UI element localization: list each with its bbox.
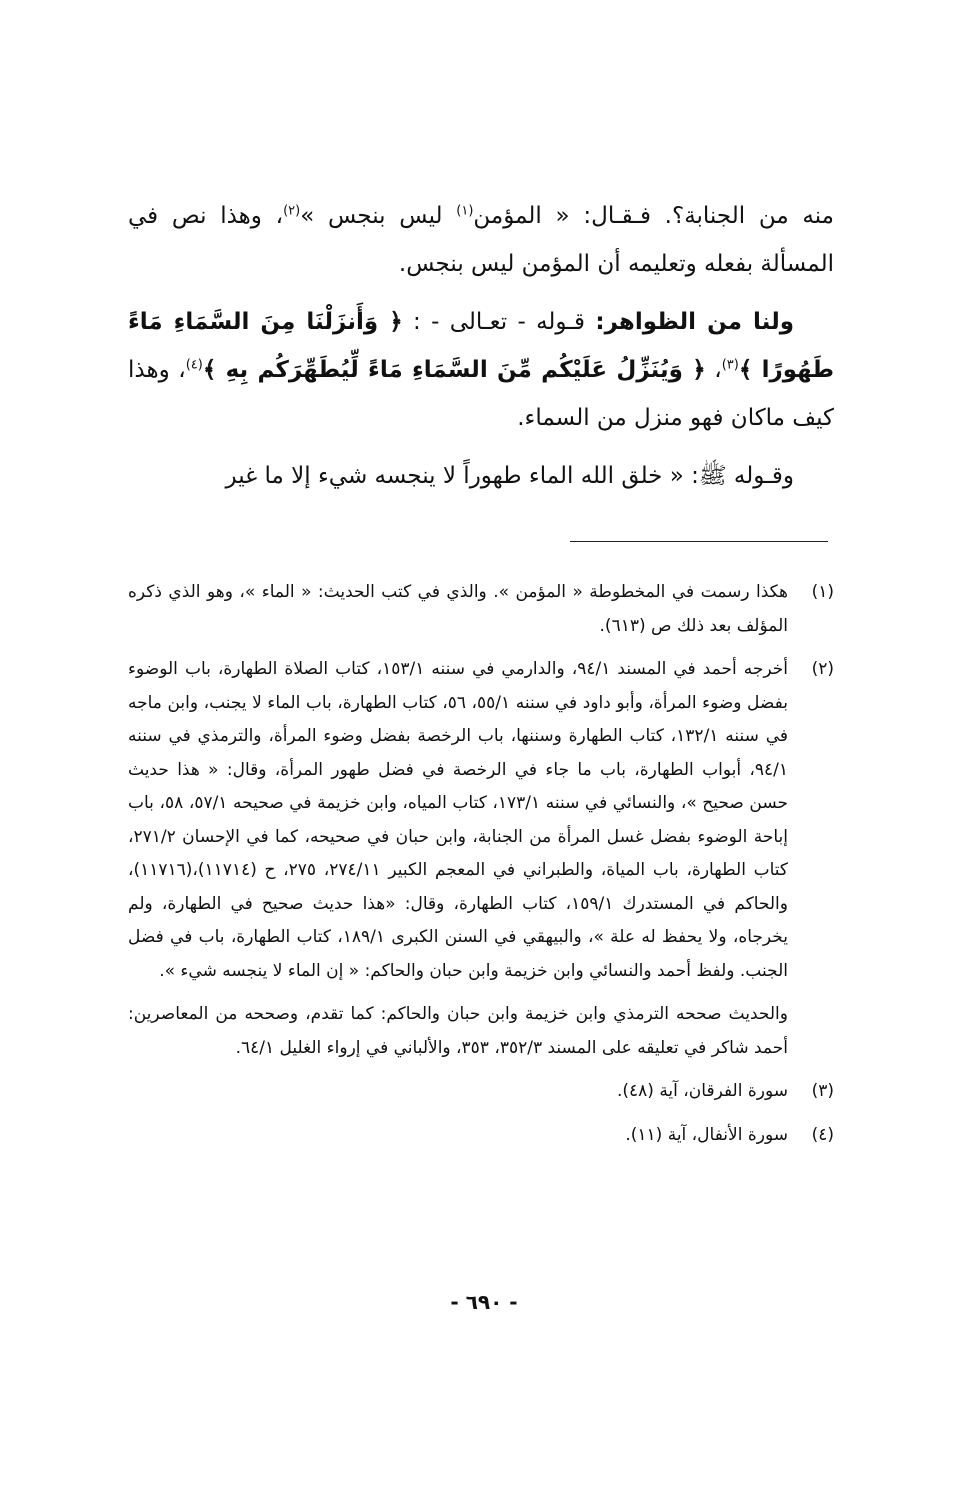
p2-text-b: ، [705, 357, 722, 383]
quran-verse-2: ﴿ وَيُنَزِّلُ عَلَيْكُم مِّنَ السَّمَاءِ مَاءً لِّيُطَهِّرَكُم بِهِ ﴾ [202, 357, 706, 383]
paragraph-2 [128, 298, 834, 442]
footnote-ref-2: (٢) [283, 203, 301, 219]
footnote-text: سورة الفرقان، آية (٤٨). [616, 1081, 788, 1101]
p1-text-c: ، وهذا نص في المسألة بفعله وتعليمه أن المؤمن ليس بنجس. [128, 203, 834, 277]
main-text [128, 192, 834, 510]
footnote-ref-4: (٤) [185, 357, 203, 373]
p2-text-a: قـوله - تعـالى - : [402, 309, 596, 335]
footnote-ref-1: (١) [456, 203, 474, 219]
footnote-2-continuation: والحديث صححه الترمذي وابن خزيمة وابن حبان والحاكم: كما تقدم، وصححه من المعاصرين: أحمد شاكر في تعليقه على المسند ٣٥٢/٣، ٣٥٣، والألباني في إرواء الغليل ٦٤/١. [128, 1004, 788, 1058]
footnote-1 [128, 576, 834, 643]
footnote-text: سورة الأنفال، آية (١١). [625, 1124, 788, 1145]
footnote-number: (٣) [811, 1081, 834, 1101]
footnotes [128, 576, 834, 1162]
footnote-text: هكذا رسمت في المخطوطة « المؤمن ». والذي في كتب الحديث: « الماء »، وهو الذي ذكره المؤلف بعد ذلك ص (٦١٣). [128, 582, 788, 636]
footnote-number: (٤) [811, 1124, 834, 1145]
p2-text-c: ، وهذا كيف ماكان فهو منزل من السماء. [128, 357, 834, 431]
p3-text: وقـوله ﷺ: « خلق الله الماء طهوراً لا ينجسه شيء إلا ما غير [225, 463, 794, 489]
footnote-ref-3: (٣) [721, 357, 739, 373]
footnote-number: (٢) [811, 659, 834, 679]
footnote-number: (١) [811, 582, 834, 602]
footnote-separator [570, 541, 828, 542]
p1-text-a: منه من الجنابة؟. فـقـال: « المؤمن [473, 203, 834, 229]
paragraph-1 [128, 192, 834, 288]
footnote-2 [128, 653, 834, 988]
footnote-3 [128, 1075, 834, 1109]
p1-text-b: ليس بنجس » [300, 203, 457, 229]
footnote-4 [128, 1119, 834, 1153]
quran-verse-1: ﴿ وَأَنزَلْنَا مِنَ السَّمَاءِ مَاءً طَهُورًا ﴾ [128, 309, 834, 383]
footnote-text: أخرجه أحمد في المسند ٩٤/١، والدارمي في سننه ١٥٣/١، كتاب الصلاة الطهارة، باب الوضوء بفضل وضوء المرأة، وأبو داود في سننه ٥٥/١، ٥٦، كتاب الطهارة، باب الماء لا يجنب، وابن ماجه في سننه ١٣٢/١، كتاب الطهارة وسننها، باب الرخصة بفضل وضوء المرأة، والترمذي في سننه ٩٤/١، أبواب الطهارة، باب ما جاء في الرخصة في فضل طهور المرأة، وقال: « هذا حديث حسن صحيح »، والنسائي في سننه ١٧٣/١، كتاب المياه، وابن خزيمة في صحيحه ٥٧/١، ٥٨، باب إباحة الوضوء بفضل غسل المرأة من الجنابة، وابن حبان في صحيحه، كما في الإحسان ٢٧١/٢، كتاب الطهارة، باب المياة، والطبراني في المعجم الكبير ٢٧٤/١١، ٢٧٥، ح (١١٧١٤)،(١١٧١٦)، والحاكم في المستدرك ١٥٩/١، كتاب الطهارة، وقال: «هذا حديث صحيح في الطهارة، ولم يخرجاه، ولا يحفظ له علة »، والبيهقي في السنن الكبرى ١٨٩/١، كتاب الطهارة، باب في فضل الجنب. ولفظ أحمد والنسائي وابن خزيمة وابن حبان والحاكم: « إن الماء لا ينجسه شيء ». [128, 659, 789, 981]
paragraph-3 [128, 452, 834, 500]
p2-lead: ولنا من الظواهر: [595, 309, 795, 335]
page-number: - ٦٩٠ - [450, 1290, 518, 1314]
